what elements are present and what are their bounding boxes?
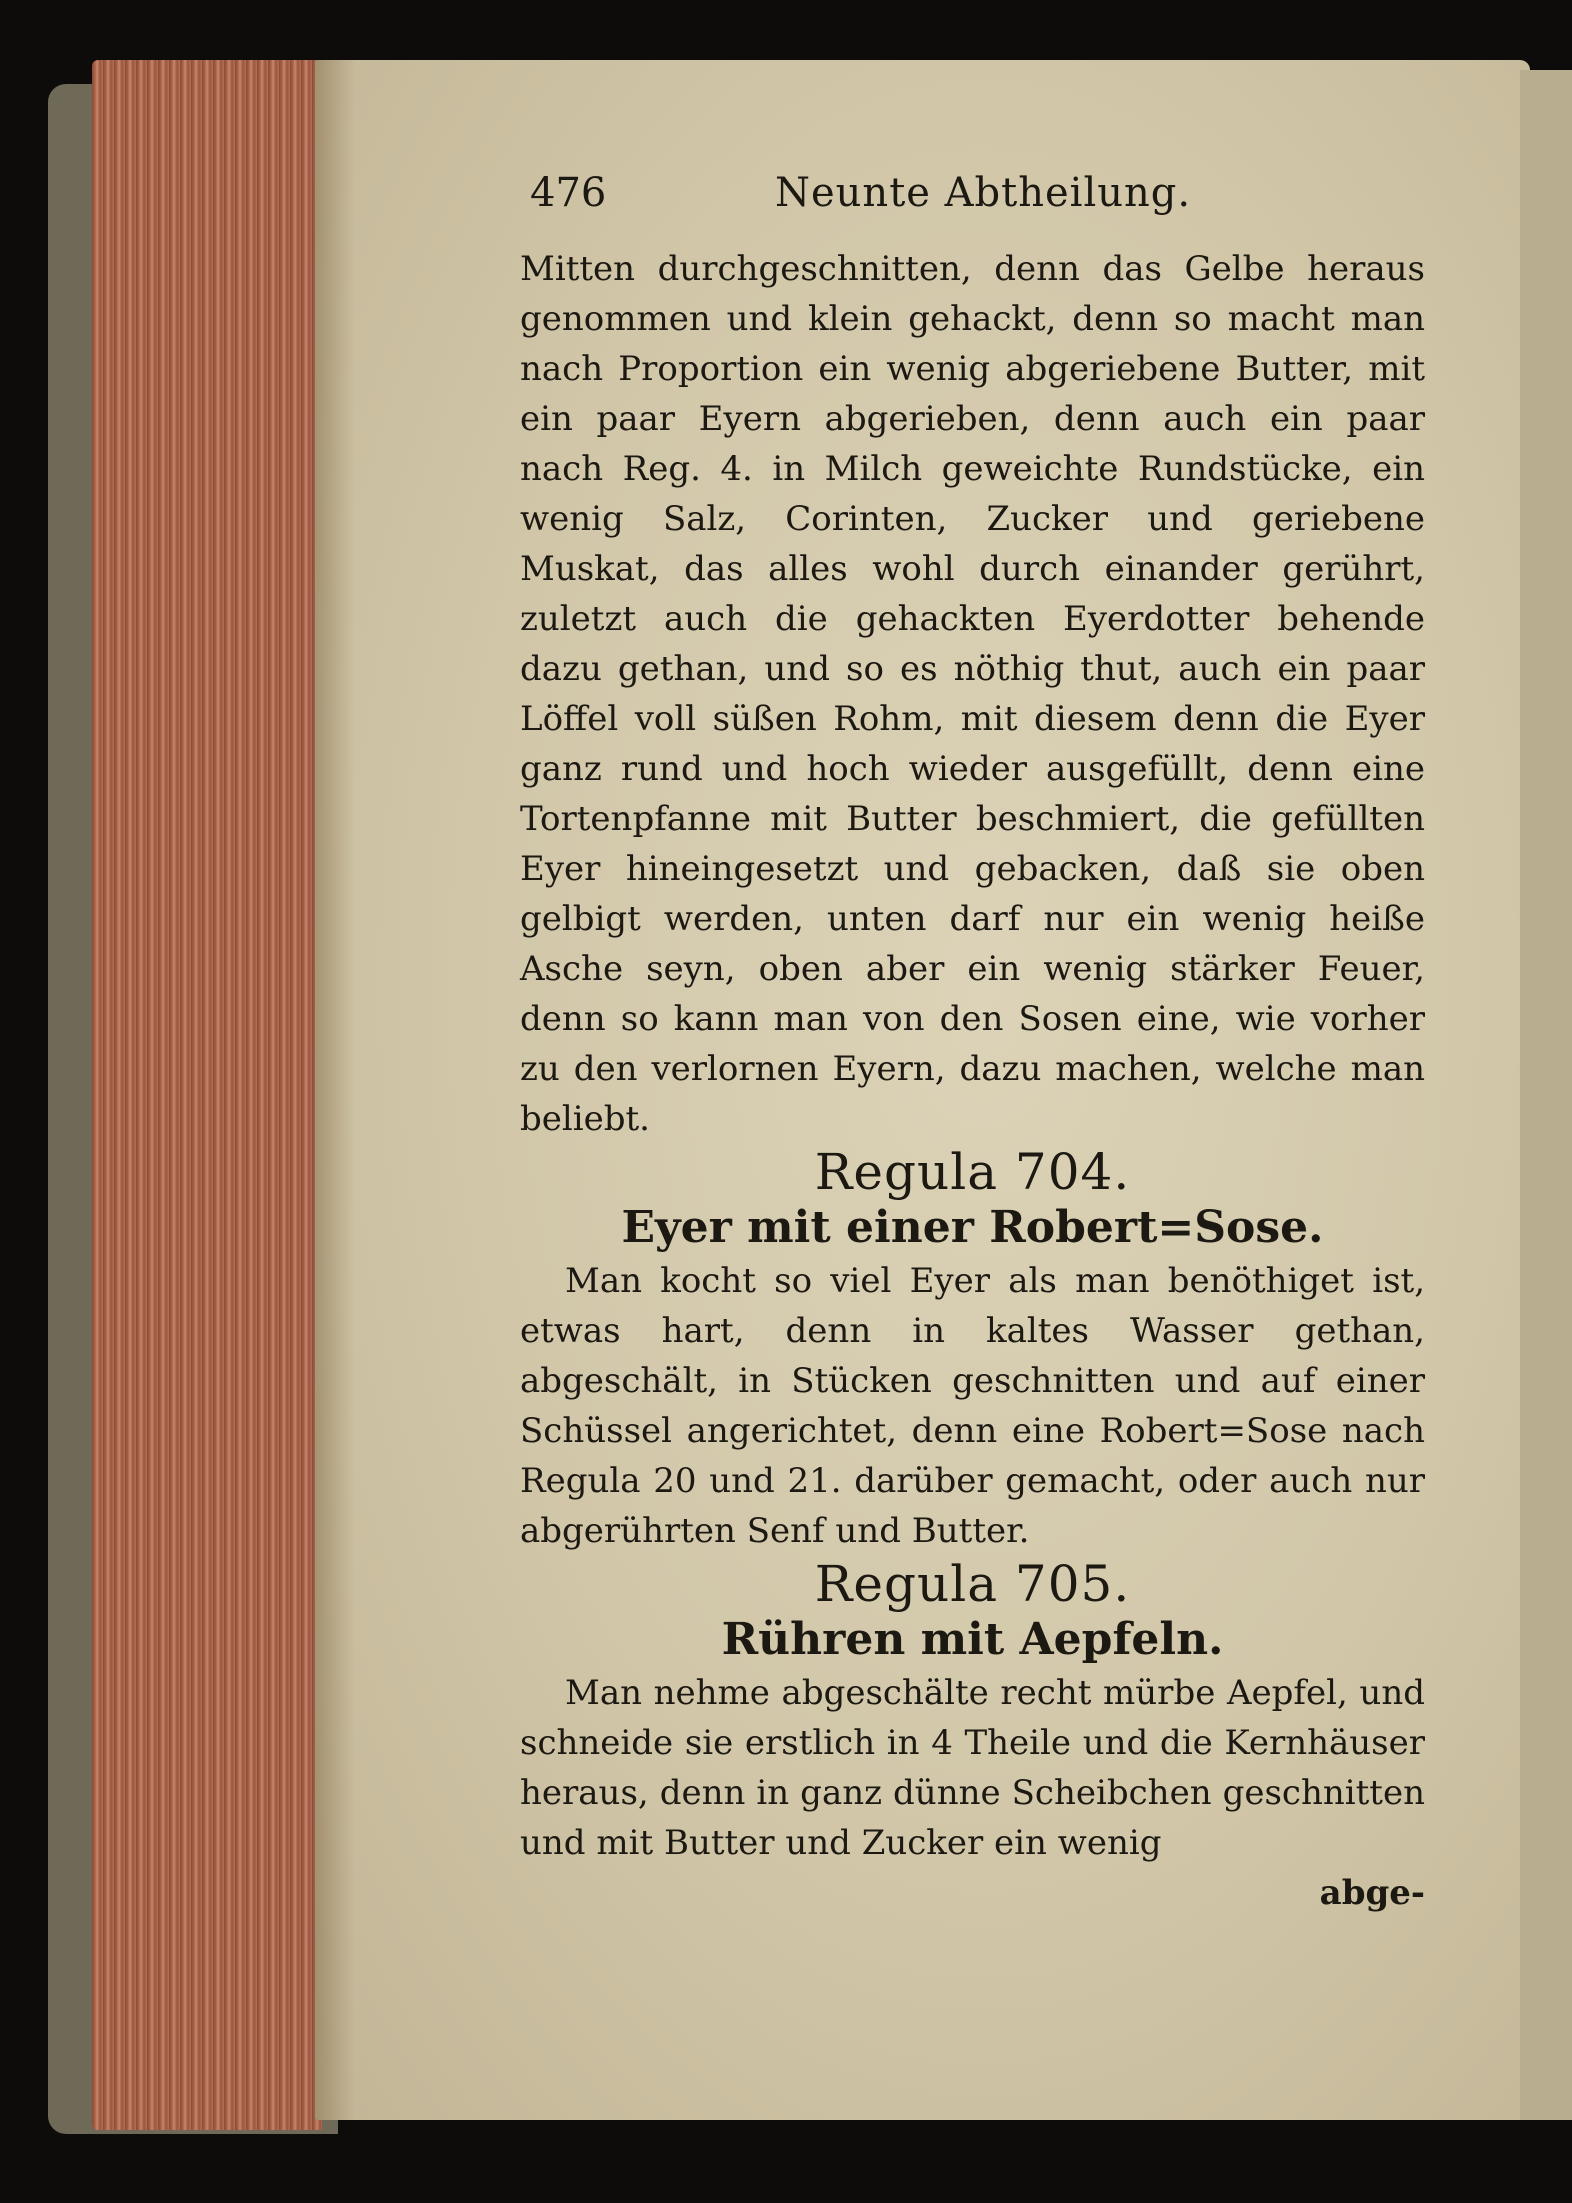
text-block [520, 170, 1425, 1918]
running-head [520, 170, 1425, 230]
gutter-shadow [315, 60, 355, 2120]
page-number: 476 [530, 170, 607, 216]
regula-heading: Regula 704. [814, 1143, 1131, 1201]
page-edges [92, 60, 322, 2130]
section-title: Neunte Abtheilung. [775, 170, 1192, 216]
catchword: abge- [1319, 1873, 1425, 1913]
recipe-title: Eyer mit einer Robert=Sose. [621, 1202, 1324, 1253]
recipe-title: Rühren mit Aepfeln. [721, 1614, 1224, 1665]
facing-page-edge [1520, 70, 1572, 2120]
regula-heading: Regula 705. [814, 1555, 1131, 1613]
continuation-paragraph: Mitten durchgeschnitten, denn das Gelbe heraus genommen und klein gehackt, denn so macht man nach Proportion ein wenig abgeriebene Butter, mit ein paar Eyern abgerieben, denn auch ein paar nach Reg. 4. in Milch geweichte Rundstücke, ein wenig Salz, Corinten, Zucker und geriebene Muskat, das alles wohl durch einander gerührt, zuletzt auch die gehackten Eyerdotter behende dazu gethan, und so es nöthig thut, auch ein paar Löffel voll süßen Rohm, mit diesem denn die Eyer ganz rund und hoch wieder ausgefüllt, denn eine Tortenpfanne mit Butter beschmiert, die gefüllten Eyer hineingesetzt und gebacken, daß sie oben gelbigt werden, unten darf nur ein wenig heiße Asche seyn, oben aber ein wenig stärker Feuer, denn so kann man von den Sosen eine, wie vorher zu den verlornen Eyern, dazu machen, welche man beliebt. [520, 249, 1425, 1139]
recipe-paragraph: Man nehme abgeschälte recht mürbe Aepfel, und schneide sie erstlich in 4 Theile und die Kernhäuser heraus, denn in ganz dünne Scheibchen geschnitten und mit Butter und Zucker ein wenig [520, 1673, 1425, 1863]
recipe-paragraph: Man kocht so viel Eyer als man benöthiget ist, etwas hart, denn in kaltes Wasser gethan, abgeschält, in Stücken geschnitten und auf einer Schüssel angerichtet, denn eine Robert=Sose nach Regula 20 und 21. darüber gemacht, oder auch nur abgerührten Senf und Butter. [520, 1261, 1425, 1551]
